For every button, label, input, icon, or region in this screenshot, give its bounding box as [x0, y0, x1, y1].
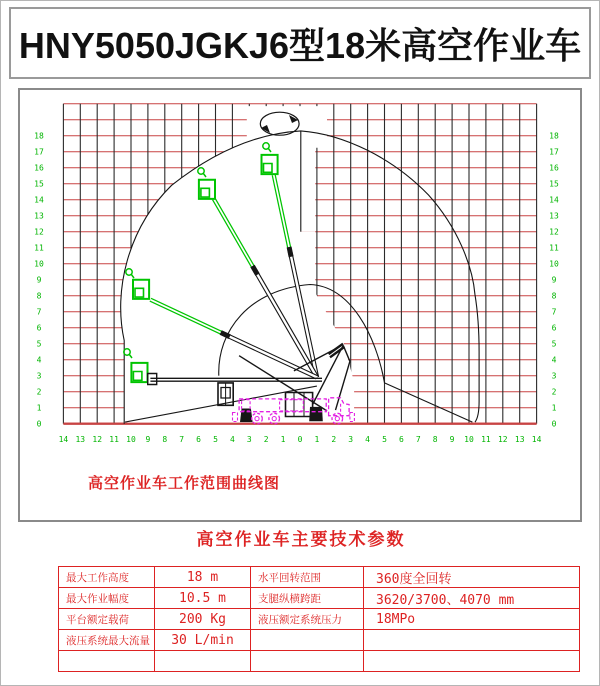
axis-tick-label: 2	[36, 387, 42, 397]
params-section-title: 高空作业车主要技术参数	[196, 530, 406, 549]
axis-tick-label: 10	[464, 435, 474, 444]
axis-tick-label: 5	[382, 435, 387, 444]
axis-tick-label: 2	[551, 387, 557, 397]
axis-tick-label: 3	[246, 435, 252, 444]
table-cell: 支腿纵横跨距	[251, 588, 364, 609]
table-cell	[364, 630, 580, 651]
axis-tick-label: 18	[34, 131, 44, 141]
mask-top-rect	[247, 106, 327, 148]
table-row	[59, 567, 580, 588]
table-cell	[59, 651, 155, 672]
table-cell: 10.5 m	[155, 588, 251, 609]
axis-tick-label: 13	[75, 435, 86, 444]
axis-tick-label: 0	[551, 419, 557, 429]
axis-tick-label: 11	[34, 243, 44, 253]
page-title: HNY5050JGKJ6型18米高空作业车	[18, 24, 582, 66]
axis-tick-label: 12	[549, 227, 559, 237]
axis-tick-label: 3	[551, 371, 557, 381]
axis-tick-label: 8	[36, 291, 42, 301]
diagram-shapes	[63, 106, 536, 424]
axis-tick-label: 10	[34, 259, 44, 269]
axis-tick-label: 13	[549, 211, 559, 221]
table-cell: 18MPo	[364, 609, 580, 630]
range-diagram-caption: 高空作业车工作范围曲线图	[88, 475, 281, 492]
title-box	[9, 7, 591, 79]
axis-tick-label: 15	[549, 179, 559, 189]
axis-tick-label: 16	[34, 163, 44, 173]
spec-table-body	[59, 567, 580, 672]
axis-tick-label: 4	[36, 355, 42, 365]
axis-tick-label: 0	[36, 419, 42, 429]
outrigger-pad-front	[309, 407, 323, 421]
axis-tick-label: 3	[36, 371, 42, 381]
spec-table	[58, 566, 580, 672]
axis-tick-label: 7	[179, 435, 185, 444]
table-cell: 水平回转范围	[251, 567, 364, 588]
table-cell: 30 L/min	[155, 630, 251, 651]
axis-tick-label: 0	[297, 435, 303, 444]
table-cell	[364, 651, 580, 672]
axis-tick-label: 10	[126, 435, 136, 444]
table-cell: 平台额定载荷	[59, 609, 155, 630]
axis-tick-label: 9	[551, 275, 557, 285]
table-cell	[251, 630, 364, 651]
axis-tick-label: 1	[314, 435, 320, 444]
axis-tick-label: 14	[549, 195, 559, 205]
axis-tick-label: 15	[34, 179, 44, 189]
axis-tick-label: 12	[92, 435, 103, 444]
axis-tick-label: 5	[213, 435, 218, 444]
axis-tick-label: 14	[531, 435, 542, 444]
axis-tick-label: 4	[551, 355, 557, 365]
axis-tick-label: 10	[549, 259, 559, 269]
axis-tick-label: 13	[514, 435, 525, 444]
table-row	[59, 609, 580, 630]
axis-tick-label: 12	[34, 227, 44, 237]
axis-tick-label: 6	[36, 323, 42, 333]
axis-tick-label: 4	[365, 435, 371, 444]
table-cell: 最大工作高度	[59, 567, 155, 588]
axis-tick-label: 2	[263, 435, 269, 444]
table-cell	[251, 651, 364, 672]
axis-tick-label: 14	[34, 195, 44, 205]
working-range-chart	[18, 88, 582, 522]
axis-tick-label: 9	[449, 435, 455, 444]
axis-tick-label: 12	[497, 435, 508, 444]
axis-tick-label: 6	[398, 435, 404, 444]
mask-left-lobe	[121, 131, 354, 424]
table-row	[59, 651, 580, 672]
axis-tick-label: 2	[331, 435, 337, 444]
range-diagram-svg	[20, 90, 580, 520]
table-row	[59, 588, 580, 609]
axis-tick-label: 17	[34, 147, 44, 157]
mask-strip	[301, 148, 315, 232]
axis-tick-label: 1	[551, 403, 557, 413]
axis-tick-label: 6	[196, 435, 202, 444]
axis-tick-label: 1	[280, 435, 286, 444]
table-cell: 最大作业幅度	[59, 588, 155, 609]
diag-right	[385, 383, 473, 422]
axis-tick-label: 13	[34, 211, 44, 221]
axis-tick-label: 5	[551, 339, 557, 349]
axis-tick-label: 6	[551, 323, 557, 333]
axis-tick-label: 8	[551, 291, 557, 301]
axis-tick-label: 7	[415, 435, 421, 444]
axis-tick-label: 1	[36, 403, 42, 413]
table-cell	[155, 651, 251, 672]
axis-tick-label: 5	[36, 339, 42, 349]
table-cell: 3620/3700、4070 mm	[364, 588, 580, 609]
axis-tick-label: 11	[549, 243, 559, 253]
axis-tick-label: 17	[549, 147, 559, 157]
table-cell: 18 m	[155, 567, 251, 588]
axis-tick-label: 7	[551, 307, 557, 317]
axis-tick-label: 11	[109, 435, 119, 444]
axis-tick-label: 16	[549, 163, 559, 173]
axis-tick-label: 9	[145, 435, 151, 444]
axis-tick-label: 18	[549, 131, 559, 141]
boom1-joint	[289, 247, 291, 257]
table-cell: 液压系统最大流量	[59, 630, 155, 651]
axis-tick-label: 11	[481, 435, 491, 444]
table-cell: 200 Kg	[155, 609, 251, 630]
axis-tick-label: 4	[229, 435, 235, 444]
axis-tick-label: 14	[58, 435, 69, 444]
table-row	[59, 630, 580, 651]
axis-tick-label: 7	[36, 307, 42, 317]
axis-tick-label: 8	[432, 435, 438, 444]
table-cell: 360度全回转	[364, 567, 580, 588]
axis-tick-label: 3	[348, 435, 354, 444]
axis-tick-label: 8	[162, 435, 168, 444]
axis-tick-label: 9	[36, 275, 42, 285]
table-cell: 液压额定系统压力	[251, 609, 364, 630]
